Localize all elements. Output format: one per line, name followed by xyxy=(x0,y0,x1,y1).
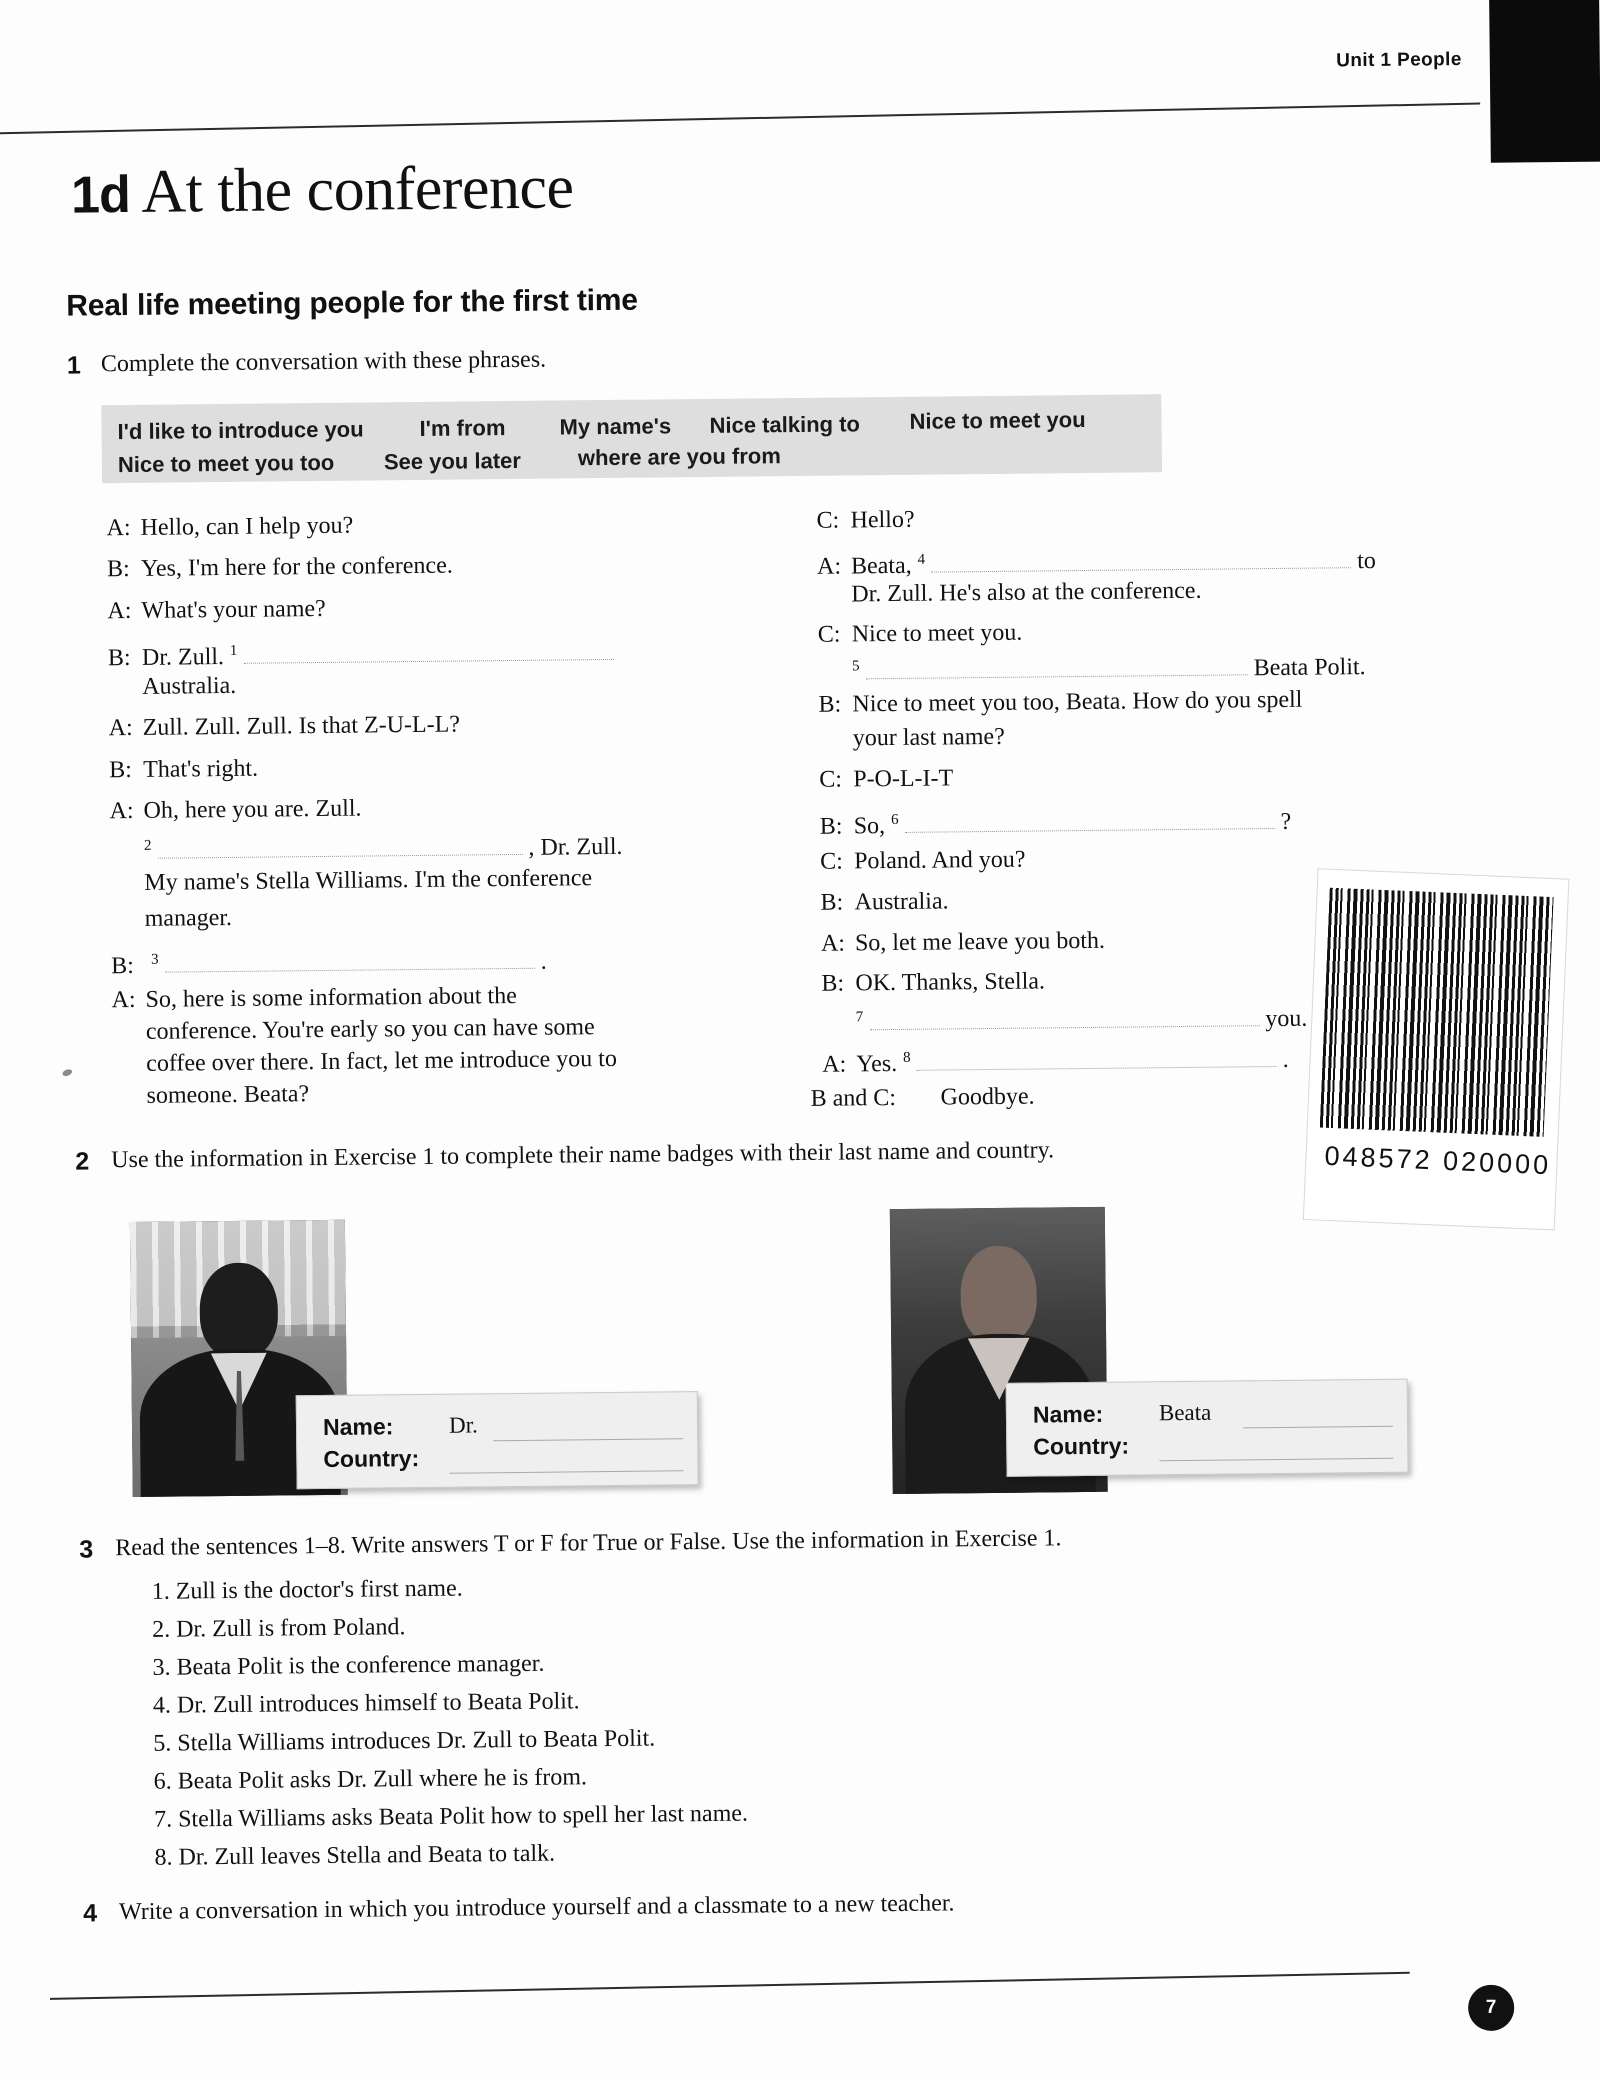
speaker-label: B and C: xyxy=(810,1084,897,1112)
name-badge-1 xyxy=(296,1391,699,1489)
dialogue-line xyxy=(821,966,1045,999)
gap-number: 8 xyxy=(903,1049,911,1066)
speaker-label: B: xyxy=(106,555,130,583)
line-text: So, let me leave you both. xyxy=(854,927,1106,957)
speaker-label: B: xyxy=(109,756,132,784)
line-text: What's your name? xyxy=(141,595,326,624)
phrase-chip: I'd like to introduce you xyxy=(117,416,364,445)
line-text: Hello? xyxy=(850,506,915,534)
name-badge-2 xyxy=(1006,1379,1409,1477)
line-text: Zull. Zull. Zull. Is that Z-U-L-L? xyxy=(142,711,461,741)
badge-country-label: Country: xyxy=(323,1445,420,1473)
speaker-label: A: xyxy=(111,986,136,1014)
speaker-label: C: xyxy=(817,621,841,648)
line-text: Yes. xyxy=(856,1050,898,1078)
dialogue-line xyxy=(820,886,948,918)
speaker-label: A: xyxy=(109,797,134,825)
dialogue-line: Dr. Zull. He's also at the conference. xyxy=(851,577,1202,608)
scan-artifact xyxy=(62,1068,73,1077)
dialogue-line xyxy=(108,632,614,674)
line-text: you. xyxy=(1265,1005,1308,1033)
barcode-bars-icon xyxy=(1320,888,1554,1137)
dialogue-line: conference. You're early so you can have some xyxy=(145,1014,595,1045)
exercise-3-number: 3 xyxy=(79,1535,94,1564)
line-text: P-O-L-I-T xyxy=(853,765,954,793)
line-text: Nice to meet you. xyxy=(851,619,1023,648)
gap-number: 2 xyxy=(143,837,152,854)
line-text: OK. Thanks, Stella. xyxy=(855,968,1046,997)
speaker-label: B: xyxy=(821,970,845,997)
list-item: 7. Stella Williams asks Beata Polit how to spell her last name. xyxy=(153,1800,749,1833)
exercise-2-stem: Use the information in Exercise 1 to complete their name badges with their last name and country. xyxy=(111,1137,1055,1174)
exercise-3-stem: Read the sentences 1–8. Write answers T or F for True or False. Use the information in Exercise 1. xyxy=(115,1525,1062,1562)
answer-blank-7[interactable] xyxy=(869,1005,1259,1030)
badge-name-blank[interactable] xyxy=(1243,1426,1393,1429)
exercise-2-number: 2 xyxy=(75,1147,90,1176)
line-text: Oh, here you are. Zull. xyxy=(143,795,362,824)
line-text: Beata Polit. xyxy=(1253,654,1366,682)
phrase-bank xyxy=(101,394,1162,483)
badge-name-value[interactable]: Dr. xyxy=(448,1412,478,1438)
gap-number: 7 xyxy=(855,1009,864,1026)
list-item: 1. Zull is the doctor's first name. xyxy=(151,1575,463,1605)
speaker-label: B: xyxy=(111,952,135,980)
list-item: 3. Beata Polit is the conference manager. xyxy=(152,1650,545,1681)
answer-blank-4[interactable] xyxy=(931,547,1351,572)
unit-thumb-tab xyxy=(1489,0,1600,163)
footer-divider xyxy=(50,1972,1410,2000)
dialogue-line xyxy=(818,685,1302,721)
speaker-label: B: xyxy=(107,644,131,672)
list-item: 2. Dr. Zull is from Poland. xyxy=(152,1614,406,1643)
line-text: Dr. Zull. xyxy=(141,644,225,671)
lesson-number: 1d xyxy=(70,165,131,225)
badge-country-blank[interactable] xyxy=(1159,1458,1393,1461)
dialogue-line xyxy=(109,710,461,745)
speaker-label: A: xyxy=(820,930,846,957)
speaker-label: C: xyxy=(816,507,840,534)
page-header xyxy=(949,0,1590,136)
dialogue-line xyxy=(816,505,914,537)
speaker-label: A: xyxy=(816,553,842,580)
dialogue-line xyxy=(111,981,517,1016)
dialogue-line: coffee over there. In fact, let me introduce you to xyxy=(146,1045,618,1077)
speaker-label: A: xyxy=(822,1051,847,1078)
speaker-label: A: xyxy=(108,714,133,742)
dialogue-line xyxy=(821,926,1105,960)
dialogue-line xyxy=(856,998,1308,1040)
gap-number: 4 xyxy=(917,551,926,568)
line-text: Poland. And you? xyxy=(853,846,1026,875)
list-item: 4. Dr. Zull introduces himself to Beata Polit. xyxy=(152,1688,580,1719)
line-text: That's right. xyxy=(142,755,259,783)
barcode-sticker xyxy=(1303,868,1570,1230)
exercise-1-stem: Complete the conversation with these phrases. xyxy=(100,346,547,378)
exercise-4-stem: Write a conversation in which you introduce yourself and a classmate to a new teacher. xyxy=(118,1890,955,1926)
line-text: ? xyxy=(1280,808,1292,835)
dialogue-line xyxy=(109,794,361,828)
line-text: Hello, can I help you? xyxy=(140,512,354,541)
line-text: Yes, I'm here for the conference. xyxy=(140,552,453,582)
dialogue-line xyxy=(820,801,1292,843)
speaker-label: B: xyxy=(818,691,842,718)
gap-number: 1 xyxy=(229,642,238,659)
line-text: . xyxy=(540,948,547,975)
answer-blank-3[interactable] xyxy=(165,948,535,973)
dialogue-line xyxy=(810,1082,1034,1115)
speaker-label: C: xyxy=(819,766,843,793)
gap-number: 6 xyxy=(890,811,899,829)
dialogue-line xyxy=(107,594,326,627)
dialogue-line: someone. Beata? xyxy=(146,1081,310,1109)
page-title xyxy=(71,152,574,228)
gap-number: 5 xyxy=(852,658,860,675)
answer-blank-1[interactable] xyxy=(243,639,613,664)
line-text: to xyxy=(1357,547,1376,575)
line-text: Goodbye. xyxy=(940,1083,1035,1111)
gap-number: 3 xyxy=(151,951,159,968)
line-text: Australia. xyxy=(854,888,949,916)
running-head: Unit 1 People xyxy=(1336,49,1462,72)
badge-name-label: Name: xyxy=(322,1413,394,1441)
badge-name-label: Name: xyxy=(1032,1400,1104,1428)
dialogue-line: your last name? xyxy=(852,723,1005,752)
phrase-chip: Nice talking to xyxy=(709,411,861,438)
answer-blank-2[interactable] xyxy=(157,834,522,859)
speaker-label: A: xyxy=(107,597,132,625)
dialogue-line xyxy=(819,763,953,795)
exercise-1-number: 1 xyxy=(66,351,81,380)
dialogue-line xyxy=(822,1039,1289,1081)
badge-name-value[interactable]: Beata xyxy=(1158,1399,1212,1426)
list-item: 5. Stella Williams introduces Dr. Zull to Beata Polit. xyxy=(153,1725,656,1757)
answer-blank-6[interactable] xyxy=(904,808,1274,833)
dialogue-line xyxy=(111,941,547,983)
exercise-4-number: 4 xyxy=(82,1899,98,1928)
line-text: Nice to meet you too, Beata. How do you spell xyxy=(852,686,1303,718)
badge-country-label: Country: xyxy=(1033,1432,1130,1460)
phrase-chip: Nice to meet you too xyxy=(117,449,335,478)
dialogue-line xyxy=(852,646,1366,688)
line-text: , Dr. Zull. xyxy=(528,833,623,861)
list-item: 8. Dr. Zull leaves Stella and Beata to talk. xyxy=(154,1840,556,1871)
answer-blank-8[interactable] xyxy=(917,1046,1277,1071)
dialogue-line xyxy=(818,618,1023,651)
line-text: So, xyxy=(853,813,886,840)
phrase-chip: See you later xyxy=(383,447,521,475)
dialogue-line xyxy=(820,845,1026,878)
dialogue-line xyxy=(106,511,353,545)
phrase-chip: Nice to meet you xyxy=(909,406,1086,434)
line-text: So, here is some information about the xyxy=(145,982,517,1013)
line-text: . xyxy=(1282,1046,1289,1073)
list-item: 6. Beata Polit asks Dr. Zull where he is from. xyxy=(153,1764,588,1795)
speaker-label: C: xyxy=(819,848,843,875)
dialogue-line xyxy=(144,826,623,868)
speaker-label: B: xyxy=(820,889,844,916)
phrase-chip: where are you from xyxy=(577,443,781,471)
phrase-chip: My name's xyxy=(559,413,672,440)
page-number: 7 xyxy=(1468,1985,1514,2031)
dialogue-line: My name's Stella Williams. I'm the conference xyxy=(144,865,593,896)
badge-country-blank[interactable] xyxy=(450,1470,684,1473)
section-heading: Real life meeting people for the first time xyxy=(66,283,638,323)
dialogue-line xyxy=(107,551,453,586)
badge-name-blank[interactable] xyxy=(493,1438,683,1441)
answer-blank-5[interactable] xyxy=(866,654,1248,679)
speaker-label: B: xyxy=(819,813,843,840)
lesson-title: At the conference xyxy=(141,153,574,226)
dialogue-line xyxy=(109,754,258,787)
dialogue-line-cont: Australia. xyxy=(142,672,237,700)
speaker-label: A: xyxy=(106,514,131,542)
line-text: Beata, xyxy=(850,552,912,580)
dialogue-line: manager. xyxy=(144,904,233,932)
barcode-digits: 048572 020000 xyxy=(1323,1140,1552,1181)
phrase-chip: I'm from xyxy=(419,415,506,441)
